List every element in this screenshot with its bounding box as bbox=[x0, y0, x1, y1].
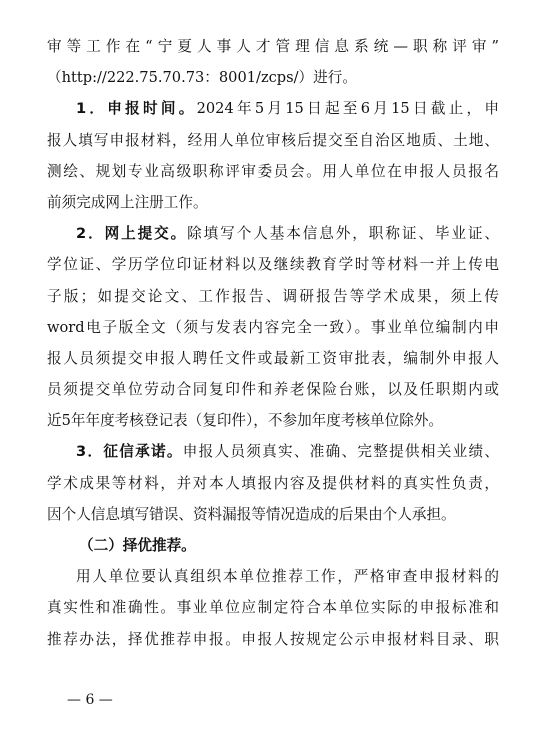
item-text: 申报人员须真实、准确、完整提供相关业绩、 bbox=[182, 443, 499, 461]
text-line: 报人员须提交申报人聘任文件或最新工资审批表，编制外申报人 bbox=[47, 349, 499, 367]
text-line: 报人填写申报材料，经用人单位审核后提交至自治区地质、土地、 bbox=[47, 131, 499, 149]
section-title: （二）择优推荐。 bbox=[79, 537, 196, 554]
text-line: 子版；如提交论文、工作报告、调研报告等学术成果，须上传 bbox=[47, 287, 499, 305]
item-heading: 2．网上提交。 bbox=[76, 225, 188, 243]
text-line: 用人单位要认真组织本单位推荐工作，严格审查申报材料的 bbox=[76, 568, 499, 586]
item-text: 除填写个人基本信息外，职称证、毕业证、 bbox=[187, 225, 499, 243]
numbered-item-1 bbox=[47, 93, 499, 124]
item-heading: 1．申报时间。 bbox=[76, 100, 197, 118]
text-line: 审等工作在“宁夏人事人才管理信息系统—职称评审” bbox=[47, 38, 499, 55]
item-heading: 3．征信承诺。 bbox=[76, 443, 183, 461]
text-line: 因个人信息填写错误、资料漏报等情况造成的后果由个人承担。 bbox=[47, 505, 456, 523]
page-number: — 6 — bbox=[67, 692, 113, 708]
text-line: 员须提交单位劳动合同复印件和养老保险台账，以及任职期内或 bbox=[47, 381, 499, 399]
item-text: 2024年5月15日起至6月15日截止，申 bbox=[196, 100, 499, 118]
text-line: 学术成果等材料，并对本人填报内容及提供材料的真实性负责， bbox=[47, 474, 499, 492]
numbered-item-3 bbox=[47, 436, 499, 467]
numbered-item-2 bbox=[47, 218, 499, 249]
text-line: 近5年年度考核登记表（复印件），不参加年度考核单位除外。 bbox=[47, 412, 444, 430]
text-line: 推荐办法，择优推荐申报。申报人按规定公示申报材料目录、职 bbox=[47, 630, 499, 648]
text-line: 真实性和准确性。事业单位应制定符合本单位实际的申报标准和 bbox=[47, 599, 499, 617]
text-line: （http://222.75.70.73：8001/zcps/）进行。 bbox=[47, 69, 357, 87]
text-line: 学位证、学历学位印证材料以及继续教育学时等材料一并上传电 bbox=[47, 256, 499, 274]
text-line: 测绘、规划专业高级职称评审委员会。用人单位在申报人员报名 bbox=[47, 162, 499, 180]
text-line: 前须完成网上注册工作。 bbox=[47, 193, 208, 211]
document-body bbox=[47, 31, 499, 655]
text-line: word电子版全文（须与发表内容完全一致）。事业单位编制内申 bbox=[47, 318, 499, 336]
